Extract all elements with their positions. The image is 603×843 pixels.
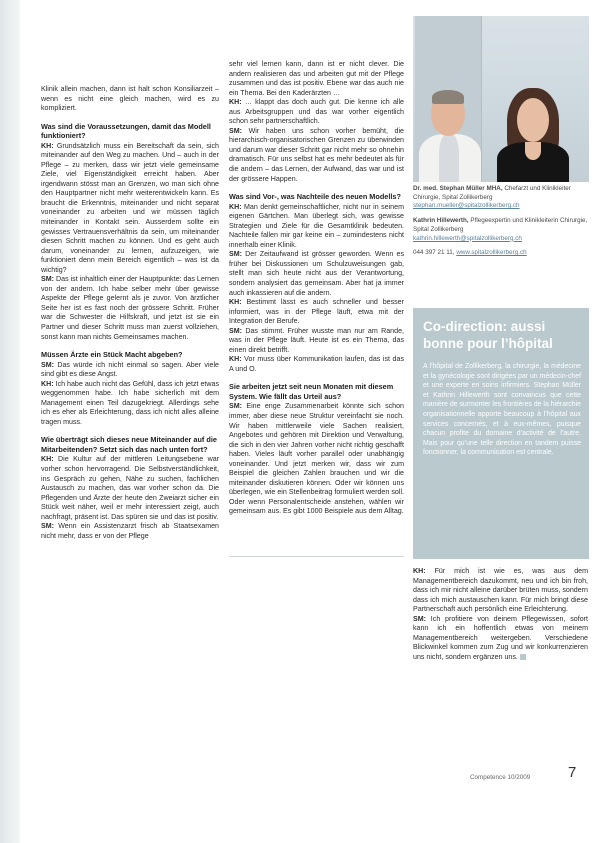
paragraph: sehr viel lernen kann, dann ist er nicht clever. Die andern realisieren das und arbeiten gut mit der Pflege zusammen und das ist positiv. Ebene war das auch nie ein Thema. Bei den Kaderärzten … [229,60,404,97]
answer-paragraph [41,142,219,276]
caption-contact [413,249,589,258]
answer-paragraph [229,355,404,374]
answer-text: Ich profitiere von deinem Pflegewissen, sofort kann ich ein hoffentlich etwas von meinem Managementbereich weitergeben. Verschiedene Blickwinkel kommen zum Zug und wir konkurrenzieren uns nicht, sondern ergänzen uns. [413,614,588,661]
answer-paragraph [41,380,219,428]
end-mark-icon [520,654,526,660]
email-link[interactable]: kathrin.hillewerth@spitalzollikerberg.ch [413,234,522,242]
interview-question: Was sind Vor-, was Nachteile des neuen Modells? [229,192,401,202]
email-link[interactable]: stephan.mueller@spitalzollikerberg.ch [413,202,520,210]
text-column-1 [41,85,219,541]
answer-paragraph [229,127,404,184]
interview-question: Wie überträgt sich dieses neue Miteinander auf die Mitarbeitenden? Setzt sich das nach unten fort? [41,435,217,454]
caption-person-2 [413,217,589,243]
person-name: Kathrin Hillewerth, [413,217,469,225]
answer-paragraph [229,298,404,327]
paragraph: Klinik allein machen, dann ist halt schon Konsiliarzeit – wenn es nicht eine gleich machen, wird es zu kompliziert. [41,85,219,113]
photo-caption [413,185,589,264]
answer-text: Vor muss über Kommunikation laufen, das ist das A und O. [229,355,404,373]
answer-paragraph [41,361,219,380]
answer-text: Eine enge Zusammenarbeit könnte sich schon immer, aber diese neue Struktur vereinfacht sie noch. Wir haben mittlerweile viele Sachen realisiert, Angebotes und gehören mit Direktion und Verwaltung, die sich in den vier Jahren vorher nicht richtig geschafft haben. Vieles läuft vorher parallel oder unabhängig voneinander. Und jetzt merken wir, dass wir zum Beispiel die gleichen Zahlen brauchen und wir die miteinander diskutieren können. Oder wir können uns überlegen, wie ein Stellenbeitrag formuliert werden soll. Oder wenn Personalentscheide anstehen, wählen wir gemeinsam aus. Es gibt 1000 Beispiele aus dem Alltag. [229,402,404,516]
speaker-label: KH: [229,355,242,364]
answer-paragraph [41,455,219,522]
speaker-label: SM: [229,250,243,259]
answer-paragraph [41,522,219,541]
text-column-3 [413,567,588,662]
end-mark-icon [556,450,562,456]
answer-text: Für mich ist wie es, was aus dem Managementbereich dazukommt, neu und ich bin froh, dass ich mir nicht alleine darüber brüten muss, sondern dass ich mich austauschen kann. Für mich bringt diese Partnerschaft auch persönlich eine Erleichterung. [413,567,588,614]
answer-text: Wenn ein Assistenzarzt frisch ab Staatsexamen nicht mehr, dass er von der Pflege [41,522,219,540]
speaker-label: KH: [229,298,242,307]
answer-text: Wir haben uns schon vorher bemüht, die hierarchisch-organisatorischen Grenzen zu überwinden und darum war dieser Schritt gar nicht mehr so ohnehin dramatisch. Für uns selbst hat es mehr bedeutet als für die andern – das Lernen, der Aufwand, das war und ist der grössere Happen. [229,126,404,183]
answer-text: Das stimmt. Früher wusste man nur am Rande, was in der Pflege läuft. Heute ist es ein Thema, das einen direkt betrifft. [229,326,404,354]
column-divider [229,556,404,557]
person-role: Chefarzt und Klinikleiter Chirurgie, Spital Zollikerberg [413,185,571,201]
speaker-label: KH: [41,455,54,464]
answer-paragraph [229,250,404,298]
speaker-label: SM: [229,126,243,135]
summary-text [423,362,581,458]
speaker-label: SM: [41,275,55,284]
speaker-label: KH: [41,141,54,150]
answer-paragraph [413,615,588,663]
answer-paragraph [229,327,404,356]
speaker-label: SM: [41,360,55,369]
answer-text: Das würde ich nicht einmal so sagen. Aber viele sind gibt es diese Angst. [41,360,219,379]
speaker-label: KH: [229,202,242,211]
speaker-label: KH: [41,379,54,388]
answer-text: Der Zeitaufwand ist grösser geworden. Wenn es früher bei Diskussionen um Schulzuweisungen gab, stellt man sich heute nicht aus der Verantwortung, sondern analysiert das gemeinsam. Aber hat ja immer auch inkassieren auf die andern. [229,250,404,297]
person-role: Pflegeexpertin und Klinikleiterin Chirurgie, Spital Zollikerberg [413,217,588,233]
answer-paragraph [41,275,219,342]
answer-text: Grundsätzlich muss ein Bereitschaft da sein, sich miteinander auf den Weg zu machen. Und – auch in der Pflege – zu merken, dass wir jetzt viele gemeinsame Ziele, viel Eigenständigkeit erreicht haben. Aber irgendwann stösst man an Grenzen, wo man sich ohne den Hauptpartner nicht mehr weiterentwickeln kann. Es braucht die Erkenntnis, miteinander und nicht separat voneinander zu arbeiten und wir müssen täglich miteinander in Kontakt sein. Ausserdem sollte ein gewisses Vertrauensverhältnis da sein, um miteinander diesen Schritt machen zu können. Und es geht auch darum, voneinander zu lernen, aufzuzeigen, wie funktioniert denn mein Bereich eigentlich – was ist da wichtig? [41,141,219,274]
answer-text: Die Kultur auf der mittleren Leitungsebene war vorher schon hervorragend. Die Selbstverständlichkeit, ins Gespräch zu gehen, Nähe zu suchen, fachlichen Austausch zu machen, das war vorher schon da. Die Pflegenden und Ärzte der heute den Zweiarzt sicher ein Stück weit näher, weil er mehr interessiert zeigt, auch nachfragt, präsent ist. Das spüren sie und das ist positiv. [41,455,219,521]
speaker-label: KH: [229,98,242,107]
interview-question: Müssen Ärzte ein Stück Macht abgeben? [41,350,183,360]
answer-text: … klappt das doch auch gut. Die kenne ich alle aus Arbeitsgruppen und das war vorher eigentlich schon sehr partnerschaftlich. [229,98,404,126]
answer-text: Bestimmt lässt es auch schneller und besser informiert, was in der Pflege läuft, etwa mit der Integration der Berufe. [229,298,404,326]
speaker-label: KH: [413,567,426,575]
answer-text: Man denkt gemeinschaftlicher, nicht nur in seinem eigenen Gärtchen. Man überlegt sich, was gewisse Strategien und Ziele für die Gesamtklinik bedeuten. Nachteile fallen mir gar keine ein – zumindestens nicht innerhalb einer Klinik. [229,202,404,249]
text-column-2 [229,60,404,517]
page-edge-shadow [0,0,20,843]
portrait-photo [413,16,589,182]
summary-title: Co-direction: aussi bonne pour l’hôpital [423,319,553,351]
caption-person-1 [413,185,589,211]
speaker-label: SM: [229,326,243,335]
speaker-label: SM: [229,402,243,411]
answer-paragraph [229,98,404,127]
interview-question: Was sind die Voraussetzungen, damit das Modell funktioniert? [41,121,211,141]
speaker-label: SM: [41,522,55,531]
answer-paragraph [229,402,404,517]
interview-question: Sie arbeiten jetzt seit neun Monaten mit diesem System. Wie fällt das Urteil aus? [229,382,394,401]
summary-body: A l’hôpital de Zollikerberg, la chirurgie, la médecine et la gynécologie sont dirigées par un médecin-chef et une experte en soins infirmiers. Stephan Müller et Kathrin Hillewerth sont convaincus que cette manière de surmonter les frontières de la hiérarchie organisationnelle apporte beaucoup à l’hôpital aux services concernés, et à eux-mêmes, puisque chacun profite du domaine d’activité de l’autre. Mais pour qu’une telle direction en tandem puisse fonctionner, la communication est centrale. [423,363,581,457]
person-name: Dr. med. Stephan Müller MHA, [413,185,503,192]
answer-text: Ich habe auch nicht das Gefühl, dass ich jetzt etwas weggenommen habe. Ich habe sicherlich mit dem Management einen Teil dazugekriegt. Allerdings sehe ich es eher als Erleichterung, dass ich nicht alles alleine tragen muss. [41,379,219,426]
website-link[interactable]: www.spitalzollikerberg.ch [456,249,527,257]
french-summary-box [413,308,589,559]
journal-footer: Competence 10/2009 [470,774,531,781]
answer-paragraph [413,567,588,615]
speaker-label: SM: [413,614,427,623]
phone-number: 044 397 21 11, [413,249,455,257]
page-number: 7 [568,764,577,781]
answer-paragraph [229,203,404,251]
answer-text: Das ist inhaltlich einer der Hauptpunkte: das Lernen von der andern. Ich habe selber mehr über gewisse Aspekte der Pflege gelernt als je zuvor. Von ärztlicher Seite her ist es fast noch der grössere Schritt. Früher war die Schwester die Hilfskraft, und jetzt ist sie ein Partner und dieser Schritt muss man zuerst vollziehen, sonst kann man nichts Gemeinsames machen. [41,275,219,341]
